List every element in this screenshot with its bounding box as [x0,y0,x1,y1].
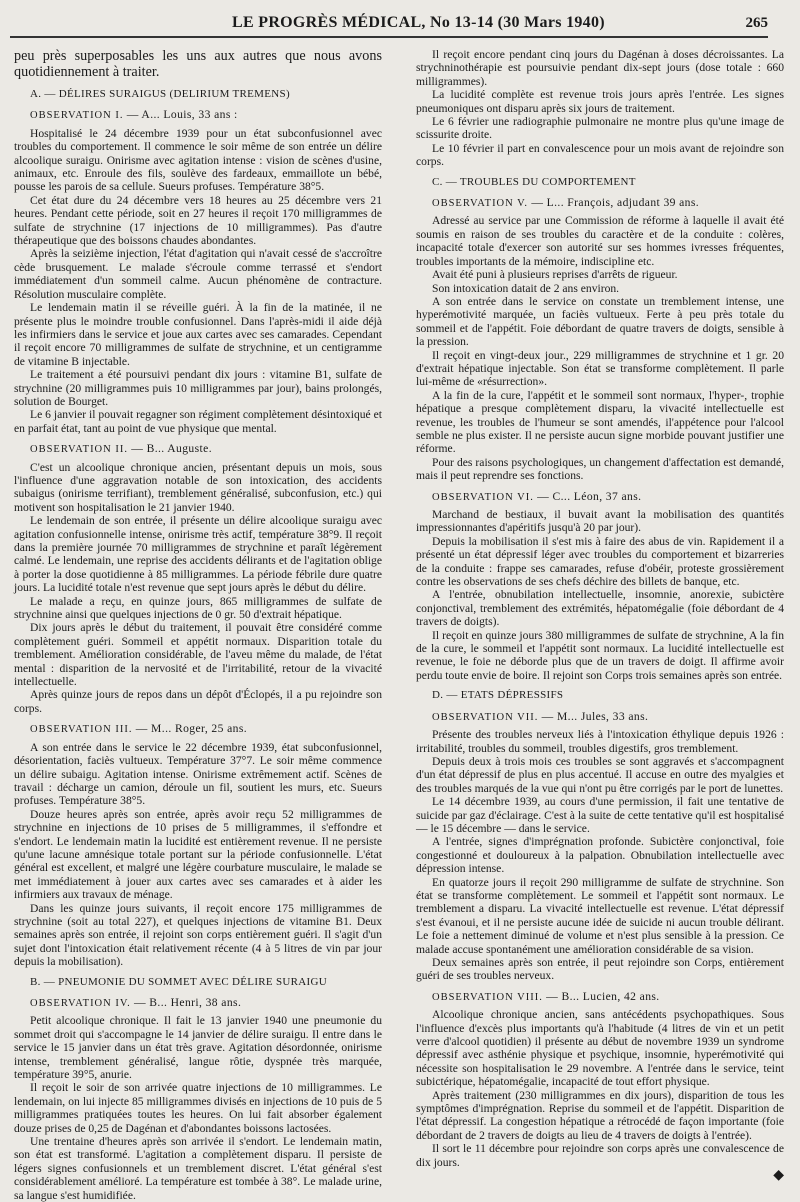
paragraph: Douze heures après son entrée, après avoir reçu 52 milligrammes de strychnine en injections de 10 prises de 5 milligrammes, il s'effondre et s'endort. Le lendemain matin la lucidité est entièrement revenue. Il ne persiste qu'une lacune amnésique totale portant sur la période confusionnelle. L'état général est excellent, et malgré une légère courbature musculaire, le malade se met immédiatement à jouer aux cartes avec ses camarades et à aider les infirmiers aux travaux de ménage. [14,807,382,902]
paragraph: Pour des raisons psychologiques, un changement d'affectation est demandé, mais il peut reprendre ses fonctions. [416,455,784,483]
paragraph: Le traitement a été poursuivi pendant dix jours : vitamine B1, sulfate de strychnine (20 milligrammes puis 10 milligrammes par jour), bains prolongés, solution de Bourget. [14,368,382,408]
observation-heading-8: OBSERVATION VIII. — B... Lucien, 42 ans. [432,989,660,1003]
paragraph: A son entrée dans le service on constate un tremblement intense, une hyperémotivité marquée, un faciès vultueux. Ferte à peu près totale du sommeil et de l'appétit. Foie débordant de quatre travers de doigts, sensible à la pression. [416,294,784,349]
paragraph: Après traitement (230 milligrammes en dix jours), disparition de tous les symptômes d'imprégnation. Reprise du sommeil et de l'appétit. Disparition de l'état dépressif. La congestion hépatique a rétrocédé de façon importante (foie débordant de 2 travers de doigts au lieu de 4 travers de doigts à l'entrée). [416,1088,784,1142]
left-column [14,48,382,1202]
observation-heading-2: OBSERVATION II. — B... Auguste. [30,442,213,456]
paragraph: A son entrée dans le service le 22 décembre 1939, état subconfusionnel, désorientation, faciès vultueux. Température 37°7. Le soir même commence un délire subaigu. Agitation intense. Onirisme extrêmement actif. Scènes de travail : décharge un camion, déroule un fil, soutient les murs, etc. Sueurs profuses. Température 38°5. [14,740,382,808]
right-column [416,48,784,1184]
paragraph: Le lendemain de son entrée, il présente un délire alcoolique suraigu avec agitation confusionnelle intense, onirisme très actif, température 38°9. Il reçoit dans la première journée 70 milligrammes de strychnine et paraît légèrement calmé. Le lendemain, une reprise des accidents délirants et de l'agitation oblige à porter la dose quotidienne à 85 milligrammes. La période fébrile dure quatre jours. La lucidité totale n'est revenue que sept jours après le début du délire. [14,514,382,595]
section-heading-d: D. — ETATS DÉPRESSIFS [432,689,564,702]
paragraph: Il reçoit le soir de son arrivée quatre injections de 10 milligrammes. Le lendemain, on lui injecte 85 milligrammes divisés en injections de 10 puis de 5 milligrammes pratiquées toutes les heures. On lui fait absorber également douze prises de 0,25 de Dagénan et d'abondantes boissons lactosées. [14,1081,382,1135]
page-number: 265 [745,15,768,31]
paragraph: Il reçoit encore pendant cinq jours du Dagénan à doses décroissantes. La strychninothérapie est poursuivie pendant dix-sept jours (dose totale : 660 milligrammes). [416,48,784,88]
section-heading-a: A. — DÉLIRES SURAIGUS (DELIRIUM TREMENS) [30,88,290,100]
paragraph: Le 14 décembre 1939, au cours d'une permission, il fait une tentative de suicide par gaz d'éclairage. C'est à la suite de cette tentative qu'il est hospitalisé — le 15 décembre — dans le service. [416,795,784,835]
paragraph: A l'entrée, signes d'imprégnation profonde. Subictère conjonctival, foie congestionné et douloureux à la palpation. Obnubilation intellectuelle avec dépression intense. [416,835,784,876]
paragraph: Présente des troubles nerveux liés à l'intoxication éthylique depuis 1926 : irritabilité, troubles du sommeil, troubles digestifs, gros tremblement. [416,728,784,755]
end-diamond-icon: ◆ [773,1168,784,1184]
observation-heading-7: OBSERVATION VII. — M... Jules, 33 ans. [432,709,649,723]
paragraph: Le 6 janvier il pouvait regagner son régiment complètement désintoxiqué et en parfait état, tant au point de vue physique que mental. [14,408,382,435]
paragraph: Le 10 février il part en convalescence pour un mois avant de rejoindre son corps. [416,141,784,169]
paragraph: Le 6 février une radiographie pulmonaire ne montre plus qu'une image de scissurite droite. [416,115,784,142]
paragraph: Le malade a reçu, en quinze jours, 865 milligrammes de sulfate de strychnine ainsi que quelques injections de 0 gr. 50 d'extrait hépatique. [14,594,382,622]
paragraph: Une trentaine d'heures après son arrivée il s'endort. Le lendemain matin, son état est transformé. L'agitation a complètement disparu. Il persiste de légers signes confusionnels et un tremblement discret. L'état général s'est considérablement amélioré. La température est tombée à 38°. Le malade urine, sa langue s'est humidifiée. [14,1135,382,1202]
paragraph: La lucidité complète est revenue trois jours après l'entrée. Les signes pneumoniques ont disparu après six jours de traitement. [416,88,784,115]
section-heading-b: B. — PNEUMONIE DU SOMMET AVEC DÉLIRE SURAIGU [30,975,327,988]
paragraph: Après quinze jours de repos dans un dépôt d'Éclopés, il a pu rejoindre son corps. [14,688,382,715]
lead-text: peu près superposables les uns aux autres que nous avons quotidiennement à traiter. [14,48,382,80]
observation-heading-5: OBSERVATION V. — L... François, adjudant 39 ans. [432,196,700,210]
paragraph: Depuis la mobilisation il s'est mis à faire des abus de vin. Rapidement il a présenté un état dépressif léger avec troubles du comportement et bizarreries de la conduite : frappe ses camarades, refuse d'obéir, proteste grossièrement contre les observations de ses chefs déchire des billets de banque, etc. [416,534,784,589]
paragraph: Cet état dure du 24 décembre vers 18 heures au 25 décembre vers 21 heures. Pendant cette période, soit en 27 heures il reçoit 170 milligrammes de sulfate de strychnine (17 injections de 10 milligrammes). Pas d'autre thérapeutique que des boissons chaudes abondantes. [14,193,382,248]
observation-heading-3: OBSERVATION III. — M... Roger, 25 ans. [30,722,248,736]
observation-heading-6: OBSERVATION VI. — C... Léon, 37 ans. [432,489,642,503]
paragraph: Marchand de bestiaux, il buvait avant la mobilisation des quantités impressionnantes d'apéritifs jusqu'à 20 par jour). [416,508,784,535]
section-heading-c: C. — TROUBLES DU COMPORTEMENT [432,175,636,188]
paragraph: Hospitalisé le 24 décembre 1939 pour un état subconfusionnel avec troubles du comportement. Il commence le soir même de son entrée un délire alcoolique suraigu. Onirisme avec agitation intense : vision de scènes d'usine, animaux, etc. Enroule des fils, soulève des fardeaux, emmaillote un bébé, pousse les parois de sa cellule. Sueurs profuses. Température 38°5. [14,126,382,194]
paragraph: C'est un alcoolique chronique ancien, présentant depuis un mois, sous l'influence d'une aggravation notable de son intoxication, des accidents subaigus (onirisme terrifiant), tremblement généralisé, subconfusion, etc.) qui motivent son hospitalisation le 21 janvier 1940. [14,460,382,514]
observation-heading-1: OBSERVATION I. — A... Louis, 33 ans : [30,108,238,122]
paragraph: Dix jours après le début du traitement, il pouvait être considéré comme complètement guéri. Sommeil et appétit normaux. Disparition totale du tremblement. Amélioration considérable, de l'aveu même du malade, de l'état mental : disparition de la nervosité et de l'irritabilité, retour de la vivacité intellectuelle. [14,621,382,689]
paragraph: A l'entrée, obnubilation intellectuelle, insomnie, anorexie, subictère conjonctival, tremblement des extrémités, hépatomégalie (foie débordant de 4 travers de doigts). [416,588,784,629]
paragraph: Petit alcoolique chronique. Il fait le 13 janvier 1940 une pneumonie du sommet droit qui s'accompagne le 14 janvier de délire suraigu. Il entre dans le service le 15 janvier dans un état très grave. Agitation désordonnée, onirisme intense, tremblement généralisé, langue rôtie, dyspnée très marquée, température 39°5, anurie. [14,1014,382,1082]
page-header [10,14,768,34]
paragraph: Adressé au service par une Commission de réforme à laquelle il avait été soumis en raison de ses troubles du caractère et de la conduite : colères, incapacité totale d'exercer son autorité sur ses hommes ivresses fréquentes, troubles importants de la mémoire, indiscipline etc. [416,214,784,268]
paragraph: Il sort le 11 décembre pour rejoindre son corps après une convalescence de dix jours. [416,1142,784,1169]
paragraph: Il reçoit en quinze jours 380 milligrammes de sulfate de strychnine, A la fin de la cure, le sommeil et l'appétit sont normaux. La lucidité intellectuelle est revenue, le foie ne déborde plus que de un travers de doigt. Il affirme avoir perdu toute envie de boire. Il rejoint son Corps trois semaines après son entrée. [416,628,784,682]
paragraph: A la fin de la cure, l'appétit et le sommeil sont normaux, l'hyper-, trophie hépatique a presque complètement disparu, la vivacité intellectuelle est revenue, les troubles de l'humeur se sont amendés, il'appétence pour l'alcool semble ne plus exister. Il ne persiste aucun signe morbide pouvant justifier une réforme. [416,388,784,456]
paragraph: Il reçoit en vingt-deux jour., 229 milligrammes de strychnine et 1 gr. 20 d'extrait hépatique injectable. Son état se transforme complètement. Il parle lui-même de «résurrection». [416,348,784,389]
journal-title: LE PROGRÈS MÉDICAL, No 13-14 (30 Mars 1940) [232,14,605,31]
observation-heading-4: OBSERVATION IV. — B... Henri, 38 ans. [30,996,242,1009]
paragraph: Le lendemain matin il se réveille guéri. À la fin de la matinée, il ne présente plus le moindre trouble confusionnel. Dans l'après-midi il aide déjà les infirmiers dans le service et joue aux cartes avec ses camarades. Cependant il reçoit encore 70 milligrammes de sulfate de strychnine, et un centigramme de vitamine B injectable. [14,301,382,368]
paragraph: Alcoolique chronique ancien, sans antécédents psychopathiques. Sous l'influence d'excès plus importants qu'à l'habitude (4 litres de vin et un petit verre d'alcool quotidien) il présente au début de novembre 1939 un syndrome dépressif avec asthénie physique et psychique, insomnie, hyperémotivité qui nécessite son hospitalisation le 29 novembre. A l'entrée dans le service, teint subictérique, hépatomégalie, incapacité de tout effort physique. [416,1008,784,1089]
paragraph: Après la seizième injection, l'état d'agitation qui n'avait cessé de s'accroître cède brusquement. Le malade s'écroule comme terrassé et s'endort immédiatement d'un sommeil calme. Aucun phénomène de contracture. Résolution musculaire complète. [14,247,382,301]
paragraph: En quatorze jours il reçoit 290 milligramme de sulfate de strychnine. Son état se transforme complètement. Le sommeil et l'appétit sont normaux. Le tremblement a disparu. La vivacité intellectuelle est revenue. L'état dépressif s'est évanoui, et il ne persiste aucune idée de suicide ni aucun trouble délirant. Le foie a nettement diminué de volume et n'est plus sensible à la pression. Ce malade accuse spontanément une amélioration considérable de sa vision. [416,875,784,956]
header-rule [10,36,768,38]
paragraph: Son intoxication datait de 2 ans environ. [432,281,620,295]
paragraph: Avait été puni à plusieurs reprises d'arrêts de rigueur. [432,268,678,282]
paragraph: Dans les quinze jours suivants, il reçoit encore 175 milligrammes de strychnine (soit au total 227), et quelques injections de vitamine B1. Deux semaines après son entrée, il rejoint son corps entièrement guéri. Il s'agit d'un sujet dont l'intoxication était relativement récente (4 à 5 litres de vin par jour depuis la mobilisation). [14,901,382,969]
paragraph: Deux semaines après son entrée, il peut rejoindre son Corps, entièrement guéri de ses troubles nerveux. [416,956,784,983]
paragraph: Depuis deux à trois mois ces troubles se sont aggravés et s'accompagnent d'un état dépressif de plus en plus accentué. Il accuse en outre des myalgies et des troubles marqués de la vue qui n'ont pu être corrigés par le port de lunettes. [416,754,784,795]
